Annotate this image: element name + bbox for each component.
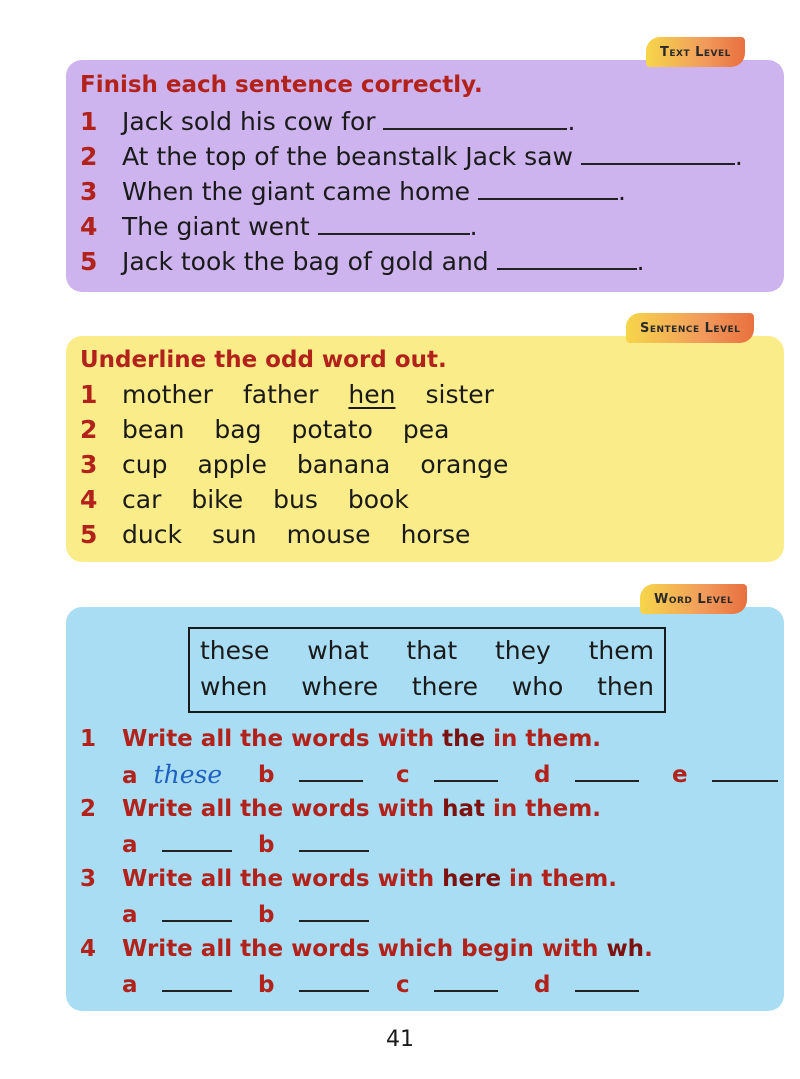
sentence-text: When the giant came home [122,177,479,206]
question-text-post: . [644,936,653,962]
text-level-badge: Text Level [646,37,745,67]
sentence-level-badge: Sentence Level [626,313,754,343]
answer-b [258,970,369,998]
question-keyword: hat [442,796,486,822]
answer-letter: b [258,902,275,928]
answer-blank[interactable] [299,900,369,922]
sentence-end: . [636,247,645,276]
word-bank-word: where [301,672,379,701]
answer-letter: a [122,832,138,858]
word-bank-word: who [511,672,564,701]
answer-blank[interactable] [575,760,639,782]
answer-blank[interactable] [318,213,470,235]
word-level-badge: Word Level [640,584,747,614]
sentence-end: . [734,142,743,171]
word-option[interactable]: orange [420,450,509,479]
question-text-pre: Write all the words with [122,866,443,892]
sentence-end: . [567,107,576,136]
sentence-item-4 [80,212,478,242]
word-bank-word: them [588,636,654,665]
answer-letter: b [258,762,275,788]
question-keyword: the [442,726,486,752]
answer-d [534,760,639,788]
answer-blank[interactable] [497,248,637,270]
answer-c [396,970,498,998]
answer-blank[interactable] [383,108,567,130]
answer-e [672,760,778,788]
odd-word-item-4 [80,485,439,515]
item-number: 1 [80,380,98,409]
word-bank-word: what [307,636,369,665]
word-bank-row [200,669,654,705]
word-option[interactable]: book [347,485,409,514]
text-level-heading: Finish each sentence correctly. [80,72,483,98]
answer-b [258,830,369,858]
word-option[interactable]: father [242,380,319,409]
word-option[interactable]: bike [191,485,244,514]
underlined-word[interactable]: hen [348,380,396,409]
word-option[interactable]: potato [291,415,373,444]
question-1 [80,726,601,752]
question-2 [80,796,601,822]
item-number: 3 [80,177,98,206]
answer-blank[interactable] [581,143,735,165]
answer-blank[interactable] [299,830,369,852]
word-option[interactable]: sun [211,520,257,549]
answer-letter: d [534,972,551,998]
item-number: 4 [80,485,98,514]
answer-a [122,900,232,928]
answer-b [258,760,363,788]
item-number: 5 [80,247,98,276]
word-option[interactable]: mouse [286,520,371,549]
question-text-pre: Write all the words which begin with [122,936,607,962]
answer-letter: b [258,972,275,998]
answer-blank[interactable] [434,760,498,782]
question-number: 4 [80,936,97,962]
answer-blank[interactable] [162,900,232,922]
answer-letter: e [672,762,688,788]
odd-word-item-5 [80,520,500,550]
sentence-text: At the top of the beanstalk Jack saw [122,142,581,171]
answer-letter: a [122,763,138,789]
answer-a [122,970,232,998]
answer-blank[interactable] [712,760,778,782]
answer-letter: a [122,902,138,928]
sentence-text: The giant went [122,212,318,241]
sentence-item-3 [80,177,626,207]
answer-blank[interactable] [434,970,498,992]
sentence-text: Jack took the bag of gold and [122,247,497,276]
answer-letter: c [396,972,410,998]
question-4 [80,936,653,962]
question-keyword: wh [606,936,645,962]
question-text-post: in them. [501,866,617,892]
item-number: 1 [80,107,98,136]
word-option[interactable]: bag [214,415,262,444]
word-bank-row [200,633,654,669]
answer-d [534,970,639,998]
word-bank-word: that [406,636,458,665]
word-bank-word: they [494,636,551,665]
word-option[interactable]: bus [273,485,318,514]
word-option[interactable]: car [122,485,162,514]
item-number: 4 [80,212,98,241]
sentence-item-2 [80,142,743,172]
word-bank-word: then [597,672,654,701]
odd-word-item-2 [80,415,479,445]
answer-blank[interactable] [478,178,618,200]
sentence-end: . [469,212,478,241]
answer-letter: a [122,972,138,998]
word-bank-word: when [200,672,268,701]
word-option[interactable]: bean [122,415,185,444]
sentence-level-heading: Underline the odd word out. [80,347,447,373]
question-number: 2 [80,796,97,822]
answer-a [122,760,222,789]
word-option[interactable]: apple [197,450,267,479]
answer-letter: b [258,832,275,858]
sentence-item-1 [80,107,575,137]
answer-c [396,760,498,788]
answer-blank[interactable] [575,970,639,992]
odd-word-item-1 [80,380,524,410]
word-bank-box [188,627,666,713]
answer-b [258,900,369,928]
question-text-post: in them. [485,726,602,752]
word-bank-word: these [200,636,270,665]
answer-blank[interactable] [299,970,369,992]
answer-letter: c [396,762,410,788]
word-option[interactable]: cup [122,450,168,479]
item-number: 5 [80,520,98,549]
answer-blank[interactable] [162,830,232,852]
answer-blank[interactable] [299,760,363,782]
sentence-end: . [618,177,626,206]
question-text-post: in them. [485,796,601,822]
question-number: 3 [80,866,97,892]
question-3 [80,866,617,892]
answer-letter: d [534,762,551,788]
sentence-item-5 [80,247,645,277]
word-option[interactable]: banana [296,450,391,479]
question-text-pre: Write all the words with [122,726,443,752]
word-option[interactable]: mother [122,380,213,409]
item-number: 2 [80,415,98,444]
word-option[interactable]: sister [425,380,494,409]
question-text-pre: Write all the words with [122,796,443,822]
word-option[interactable]: horse [400,520,471,549]
page-number: 41 [386,1027,414,1052]
item-number: 2 [80,142,98,171]
word-option[interactable]: pea [402,415,450,444]
item-number: 3 [80,450,98,479]
answer-a [122,830,232,858]
sentence-text: Jack sold his cow for [122,107,384,136]
handwritten-answer: these [153,760,223,789]
word-option[interactable]: duck [122,520,182,549]
odd-word-item-3 [80,450,538,480]
question-number: 1 [80,726,97,752]
answer-blank[interactable] [162,970,232,992]
question-keyword: here [442,866,502,892]
word-bank-word: there [411,672,478,701]
